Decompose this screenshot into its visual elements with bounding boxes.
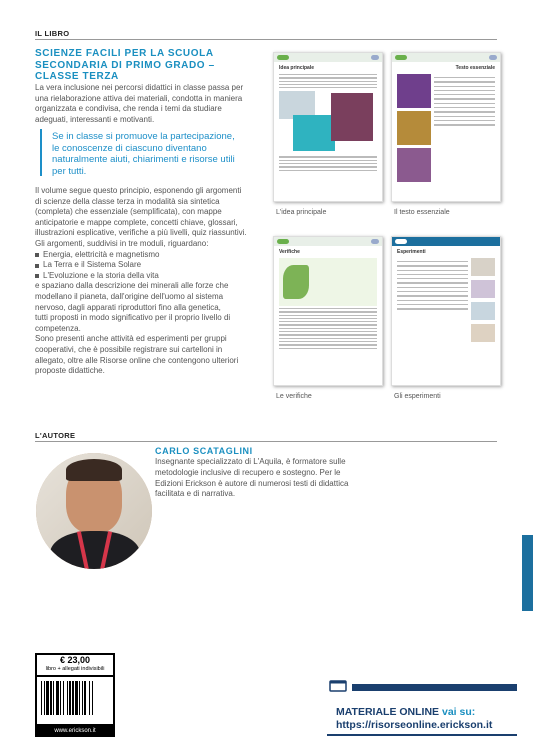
barcode-bar [56,681,59,715]
text-line: tutti proposti in modo significativo per il proprio livello di [35,313,231,323]
online-title [336,706,475,718]
page-preview-verifiche [273,236,383,386]
page-preview-testo [391,52,501,202]
barcode-bar [92,681,93,715]
section-label-autore: L'AUTORE [35,431,76,440]
text-line: Se in classe si promuove la partecipazione, [52,131,235,142]
page-preview-idea [273,52,383,202]
barcode-graphic [37,677,113,724]
title-line: CLASSE TERZA [35,71,119,82]
title-line: SCIENZE FACILI PER LA SCUOLA [35,48,214,59]
text-line: metodologie inclusive di recupero e sostegno. Per le [155,467,341,477]
pull-quote [52,131,277,177]
section-label-libro: IL LIBRO [35,29,70,38]
text-line: organizzata e condivisa, che renda i temi da studiare [35,104,222,114]
monitor-icon [329,680,347,694]
text-line: una rielaborazione attiva dei materiali, condotta in maniera [35,93,243,103]
price-amount: € 23,00 [59,655,91,665]
barcode-bar [75,681,78,715]
title-line: SECONDARIA DI PRIMO GRADO – [35,59,215,71]
list-item: La Terra e il Sistema Solare [35,260,285,271]
preview-caption: Gli esperimenti [394,393,441,400]
text-line: facilitata e di narrativa. [155,489,236,499]
text-line: La vera inclusione nei percorsi didattici in classe passa per [35,83,244,92]
online-title-suffix: vai su: [441,706,476,718]
text-line: Gli argomenti, suddivisi in tre moduli, riguardano: [35,238,209,248]
text-line: nervoso, dagli apparati riproduttori fino alla genetica, [35,302,221,312]
description-paragraph [35,186,285,377]
barcode-bar [53,681,54,715]
barcode-bar [60,681,61,715]
text-line: competenza. [35,323,81,333]
barcode-bar [69,681,71,715]
text-line: illustrazioni esplicative, verifiche a più livelli, quiz riassuntivi. [35,228,247,238]
preview-heading: Idea principale [279,65,315,71]
quote-bar [40,129,42,176]
text-line: per tutti. [52,165,87,177]
preview-heading: Esperimenti [397,249,426,255]
barcode-bar [50,681,52,715]
barcode [37,677,113,724]
modules-list [35,250,285,282]
text-line: (completa) che essenziale (semplificata), con mappe [35,207,222,217]
text-line: proposte didattiche. [35,366,105,376]
text-line: anticipatorie e mappe complete, concetti chiave, glossari, [35,217,238,227]
author-photo [36,453,152,569]
publisher-website: www.erickson.it [54,728,96,734]
barcode-bar [89,681,90,715]
price-note: libro + allegati indivisibili [45,666,105,672]
author-name: CARLO SCATAGLINI [155,446,253,456]
barcode-bar [44,681,45,715]
online-title-text: MATERIALE ONLINE [336,706,440,718]
text-line: allegato, oltre alle Risorse online che contengono ulteriori [35,355,239,365]
browser-bar [352,684,517,691]
author-bio [155,457,380,500]
barcode-bar [67,681,68,715]
section-divider [35,39,497,40]
list-item: Energia, elettricità e magnetismo [35,250,285,261]
text-line: Sono presenti anche attività ed esperimenti per gruppi [35,334,227,344]
text-line: Il volume segue questo principio, esponendo gli argomenti [35,186,242,195]
intro-paragraph [35,83,285,125]
text-line: di scienze della classe terza in modalità sia sintetica [35,196,220,206]
preview-caption: L'idea principale [276,209,327,216]
barcode-bar [82,681,83,715]
page-preview-esperimenti [391,236,501,386]
text-line: le conoscenze di ciascuno diventano [52,142,207,154]
preview-heading: Verifiche [279,249,300,255]
barcode-bar [63,681,64,715]
text-line: modellano il pianeta, dall'origine dell'uomo al sistema [35,291,224,301]
barcode-bar [79,681,80,715]
text-line: naturalmente aiuti, chiarimenti e risorse utili [52,154,235,166]
barcode-bar [84,681,86,715]
online-url-link[interactable]: https://risorseonline.erickson.it [336,719,493,731]
text-line: adeguati, interessanti e motivanti. [35,114,155,124]
text-line: e spaziano dalla descrizione dei minerali alle forze che [35,281,229,291]
book-title [35,48,280,83]
preview-images [279,91,377,153]
text-line: cooperativi, che è possibile registrare sui cartelloni in [35,344,223,354]
preview-caption: Le verifiche [276,393,312,400]
text-line: Insegnante specializzato di L'Aquila, è formatore sulle [155,457,346,466]
price-label [37,655,113,675]
barcode-bar [41,681,42,715]
barcode-bar [46,681,49,715]
side-tab [522,535,533,611]
preview-heading: Testo essenziale [455,65,495,71]
preview-caption: Il testo essenziale [394,209,450,216]
barcode-bar [72,681,74,715]
online-underline [327,734,517,736]
section-divider [35,441,497,442]
list-item: L'Evoluzione e la storia della vita [35,271,285,282]
text-line: Edizioni Erickson è autore di numerosi testi di didattica [155,478,349,488]
